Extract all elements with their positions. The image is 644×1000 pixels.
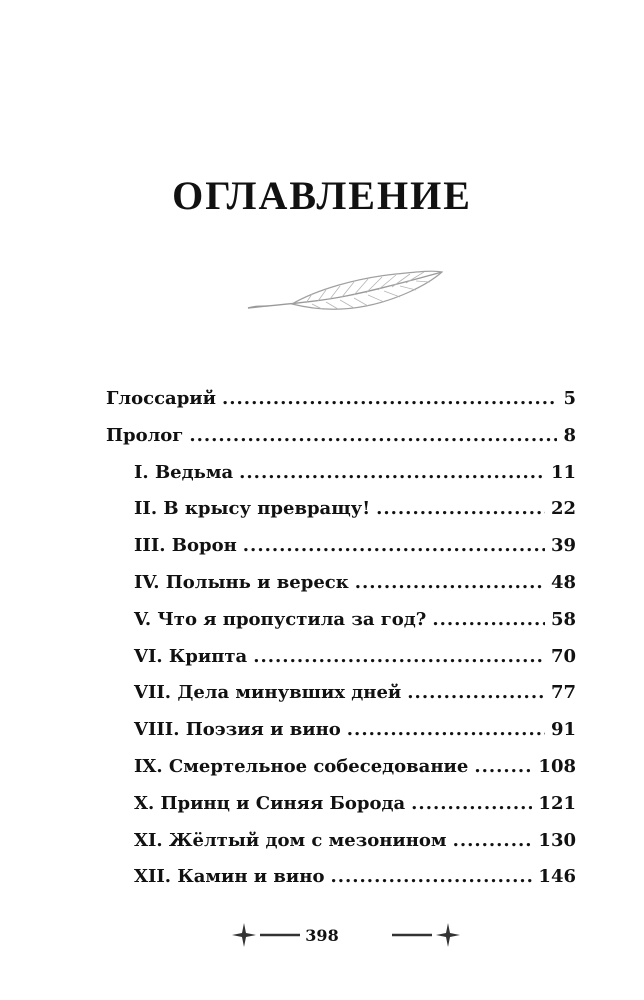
leader-dots — [474, 756, 532, 777]
toc-entry-chapter-7[interactable]: VII. Дела минувших дней ..... 77 — [106, 682, 576, 719]
toc-entry-chapter-10[interactable]: X. Принц и Синяя Борода ..... 121 — [106, 793, 576, 830]
toc-entry-chapter-5[interactable]: V. Что я пропустила за год? ..... 58 — [106, 609, 576, 646]
leader-dots — [239, 462, 545, 483]
toc-entry-chapter-4[interactable]: IV. Полынь и вереск ..... 48 — [106, 572, 576, 609]
toc-entry-glossary[interactable]: Глоссарий ..... 5 — [106, 388, 576, 425]
toc-entry-prologue[interactable]: Пролог ..... 8 — [106, 425, 576, 462]
leader-dots — [453, 830, 533, 851]
page-title: ОГЛАВЛЕНИЕ — [172, 173, 472, 218]
leader-dots — [222, 388, 557, 409]
page-number: 398 — [305, 926, 339, 945]
leader-dots — [330, 866, 532, 887]
leader-dots — [432, 609, 545, 630]
toc-entry-chapter-12[interactable]: XII. Камин и вино ..... 146 — [106, 866, 576, 903]
leader-dots — [376, 498, 545, 519]
leader-dots — [407, 682, 545, 703]
leader-dots — [347, 719, 545, 740]
toc-entry-chapter-1[interactable]: I. Ведьма ..... 11 — [106, 462, 576, 499]
toc-entry-chapter-3[interactable]: III. Ворон ..... 39 — [106, 535, 576, 572]
page-footer — [0, 920, 644, 950]
feather-icon — [246, 266, 446, 322]
star-ornament-icon — [388, 920, 462, 950]
toc-entry-chapter-2[interactable]: II. В крысу превращу! ..... 22 — [106, 498, 576, 535]
leader-dots — [355, 572, 545, 593]
table-of-contents — [106, 388, 576, 903]
leader-dots — [189, 425, 557, 446]
leader-dots — [411, 793, 532, 814]
toc-entry-chapter-9[interactable]: IX. Смертельное собеседование ..... 108 — [106, 756, 576, 793]
toc-entry-chapter-11[interactable]: XI. Жёлтый дом с мезонином ..... 130 — [106, 830, 576, 867]
leader-dots — [243, 535, 545, 556]
toc-entry-chapter-6[interactable]: VI. Крипта ..... 70 — [106, 646, 576, 683]
leader-dots — [253, 646, 545, 667]
toc-entry-chapter-8[interactable]: VIII. Поэзия и вино ..... 91 — [106, 719, 576, 756]
